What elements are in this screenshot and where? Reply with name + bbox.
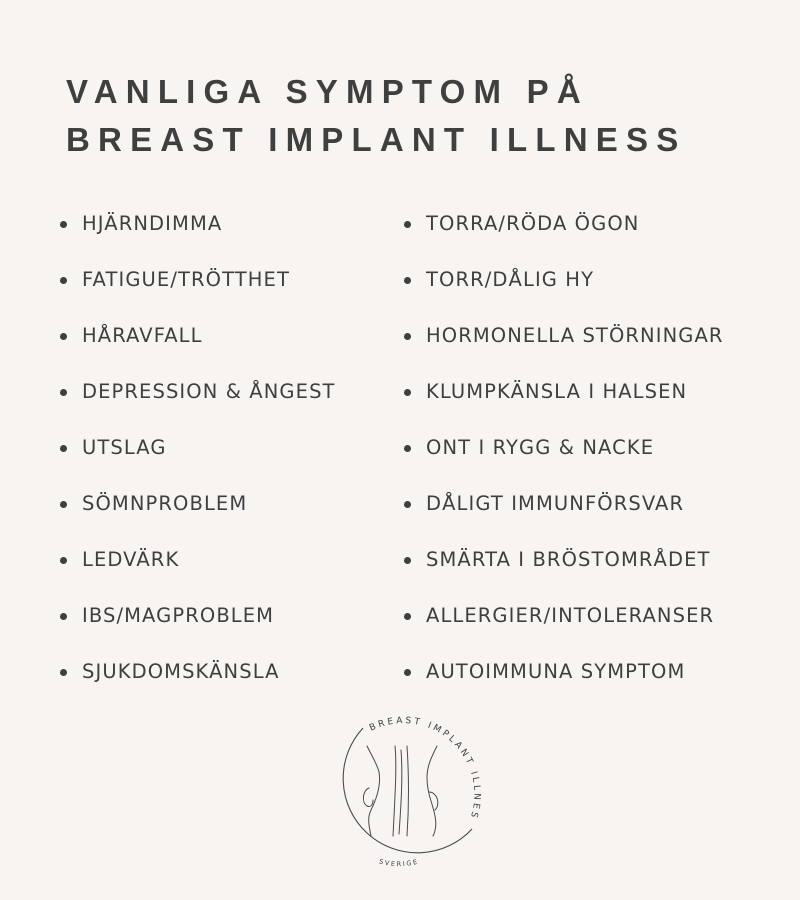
bullet-icon bbox=[404, 221, 411, 228]
list-item bbox=[60, 532, 336, 588]
symptom-label: FATIGUE/TRÖTTHET bbox=[82, 268, 290, 291]
symptom-list-right bbox=[404, 196, 724, 700]
symptom-label: ONT I RYGG & NACKE bbox=[426, 436, 655, 459]
bullet-icon bbox=[60, 277, 67, 284]
bullet-icon bbox=[404, 445, 411, 452]
torso-drawing bbox=[363, 746, 438, 836]
bullet-icon bbox=[60, 501, 67, 508]
list-item bbox=[404, 364, 724, 420]
bullet-icon bbox=[60, 669, 67, 676]
symptom-label: DÅLIGT IMMUNFÖRSVAR bbox=[426, 492, 685, 515]
list-item bbox=[60, 476, 336, 532]
logo-emblem-icon bbox=[311, 706, 487, 882]
symptom-label: SÖMNPROBLEM bbox=[82, 492, 248, 515]
logo-arc-text: BREAST IMPLANT ILLNES bbox=[368, 716, 482, 822]
symptom-label: SJUKDOMSKÄNSLA bbox=[82, 660, 280, 683]
list-item bbox=[404, 588, 724, 644]
list-item bbox=[404, 644, 724, 700]
list-item bbox=[60, 420, 336, 476]
bullet-icon bbox=[60, 333, 67, 340]
brand-logo bbox=[311, 706, 487, 882]
list-item bbox=[60, 644, 336, 700]
bullet-icon bbox=[60, 389, 67, 396]
list-item bbox=[404, 476, 724, 532]
bullet-icon bbox=[60, 221, 67, 228]
list-item bbox=[404, 532, 724, 588]
list-item bbox=[60, 588, 336, 644]
list-item bbox=[404, 252, 724, 308]
symptom-label: SMÄRTA I BRÖSTOMRÅDET bbox=[426, 548, 711, 571]
list-item bbox=[404, 196, 724, 252]
list-item bbox=[404, 308, 724, 364]
symptom-label: HÅRAVFALL bbox=[82, 324, 203, 347]
bullet-icon bbox=[404, 277, 411, 284]
symptom-label: HJÄRNDIMMA bbox=[82, 212, 223, 235]
list-item bbox=[404, 420, 724, 476]
bullet-icon bbox=[60, 613, 67, 620]
list-item bbox=[60, 252, 336, 308]
symptom-label: TORRA/RÖDA ÖGON bbox=[426, 212, 640, 235]
bullet-icon bbox=[404, 501, 411, 508]
svg-text:SVERIGE bbox=[378, 857, 419, 868]
bullet-icon bbox=[404, 613, 411, 620]
bullet-icon bbox=[404, 557, 411, 564]
list-item bbox=[60, 364, 336, 420]
symptom-label: AUTOIMMUNA SYMPTOM bbox=[426, 660, 686, 683]
symptom-label: IBS/MAGPROBLEM bbox=[82, 604, 275, 627]
symptom-label: KLUMPKÄNSLA I HALSEN bbox=[426, 380, 688, 403]
symptom-label: TORR/DÅLIG HY bbox=[426, 268, 595, 291]
bullet-icon bbox=[60, 557, 67, 564]
bullet-icon bbox=[404, 669, 411, 676]
svg-text:BREAST IMPLANT ILLNESS bbox=[311, 706, 482, 821]
title-line-1: VANLIGA SYMPTOM PÅ bbox=[66, 73, 589, 110]
symptom-label: UTSLAG bbox=[82, 436, 167, 459]
symptom-label: HORMONELLA STÖRNINGAR bbox=[426, 324, 724, 347]
symptom-label: DEPRESSION & ÅNGEST bbox=[82, 380, 336, 403]
bullet-icon bbox=[404, 333, 411, 340]
title-line-2: BREAST IMPLANT ILLNESS bbox=[66, 121, 687, 158]
symptom-list-left bbox=[60, 196, 336, 700]
symptom-label: LEDVÄRK bbox=[82, 548, 180, 571]
bullet-icon bbox=[404, 389, 411, 396]
list-item bbox=[60, 196, 336, 252]
symptom-label: ALLERGIER/INTOLERANSER bbox=[426, 604, 715, 627]
list-item bbox=[60, 308, 336, 364]
logo-bottom-text: SVERIGE bbox=[378, 857, 420, 869]
page-title bbox=[66, 68, 766, 164]
bullet-icon bbox=[60, 445, 67, 452]
